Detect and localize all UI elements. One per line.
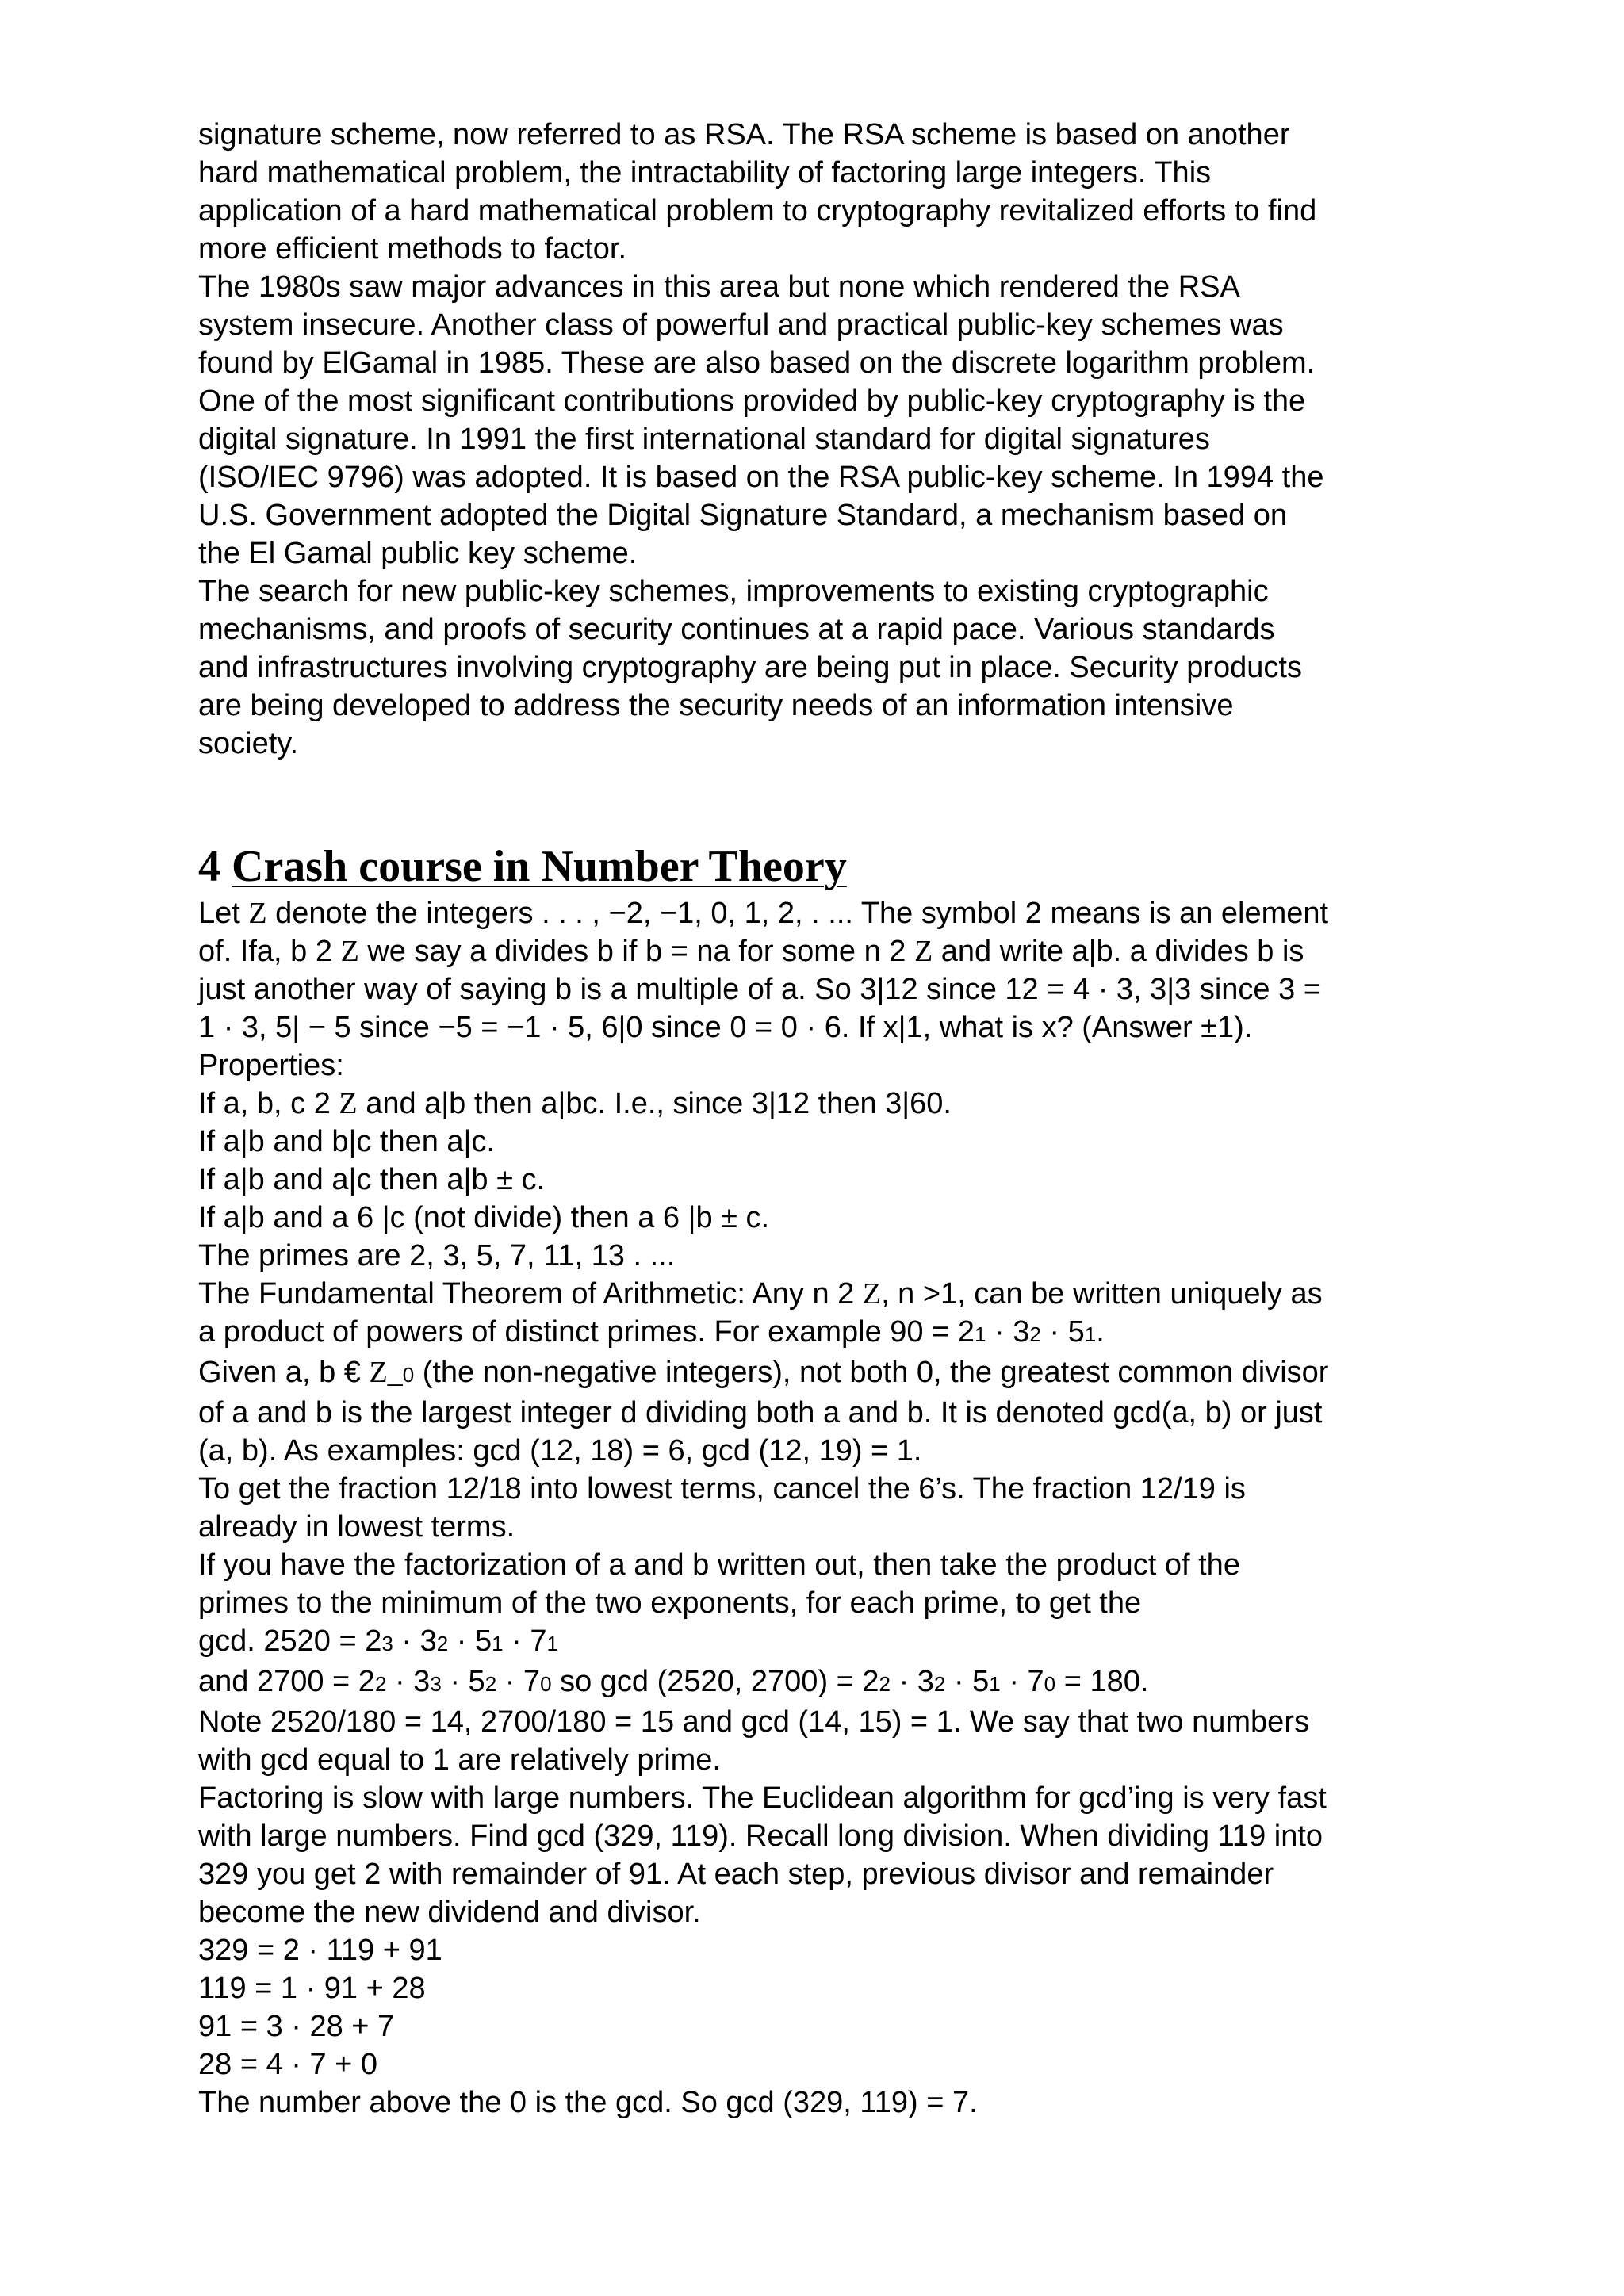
nonneg-integers-symbol: Z_ — [369, 1356, 403, 1389]
paragraph-line: signature scheme, now referred to as RSA. The RSA scheme is based on another — [198, 118, 1290, 151]
paragraph-line: application of a hard mathematical problem to cryptography revitalized efforts to find — [198, 194, 1317, 228]
body-line: and 2700 = 22 · 33 · 52 · 70 so gcd (2520, 2700) = 22 · 32 · 51 · 70 = 180. — [198, 1665, 1149, 1698]
integers-symbol: Z — [914, 935, 933, 968]
body-line: already in lowest terms. — [198, 1510, 515, 1544]
body-line: Given a, b € Z_0 (the non-negative integers), not both 0, the greatest common divisor — [198, 1356, 1329, 1389]
section-body — [198, 894, 1435, 2122]
body-line: If a|b and a|c then a|b ± c. — [198, 1163, 546, 1196]
paragraph-line: society. — [198, 727, 299, 760]
section-spacer — [198, 763, 1435, 836]
body-line: a product of powers of distinct primes. For example 90 = 21 · 32 · 51. — [198, 1315, 1105, 1349]
equation-line: 329 = 2 · 119 + 91 — [198, 1934, 442, 1967]
paragraph-line: hard mathematical problem, the intractability of factoring large integers. This — [198, 156, 1212, 189]
body-line: of a and b is the largest integer d dividing both a and b. It is denoted gcd(a, b) or just — [198, 1396, 1323, 1429]
paragraph-line: One of the most significant contributions provided by public-key cryptography is the — [198, 385, 1306, 418]
paragraph-line: more efficient methods to factor. — [198, 232, 627, 266]
body-line: Factoring is slow with large numbers. The Euclidean algorithm for gcd’ing is very fast — [198, 1781, 1327, 1815]
body-line: gcd. 2520 = 23 · 32 · 51 · 71 — [198, 1624, 558, 1658]
body-line: just another way of saying b is a multiple of a. So 3|12 since 12 = 4 · 3, 3|3 since 3 = — [198, 973, 1322, 1006]
equation-line: 28 = 4 · 7 + 0 — [198, 2048, 378, 2081]
body-line: (a, b). As examples: gcd (12, 18) = 6, gcd (12, 19) = 1. — [198, 1434, 922, 1468]
paragraph-line: digital signature. In 1991 the first international standard for digital signatures — [198, 423, 1210, 456]
document-page — [198, 116, 1435, 2122]
intro-section — [198, 116, 1435, 763]
paragraph-line: found by ElGamal in 1985. These are also based on the discrete logarithm problem. — [198, 346, 1316, 380]
body-line: If a|b and a 6 |c (not divide) then a 6 |b ± c. — [198, 1201, 770, 1234]
paragraph-line: the El Gamal public key scheme. — [198, 537, 638, 570]
integers-symbol: Z — [339, 1087, 358, 1120]
body-line: If a, b, c 2 Z and a|b then a|bc. I.e., since 3|12 then 3|60. — [198, 1087, 952, 1120]
paragraph-line: system insecure. Another class of powerful and practical public-key schemes was — [198, 308, 1284, 342]
body-line: 329 you get 2 with remainder of 91. At each step, previous divisor and remainder — [198, 1858, 1274, 1891]
integers-symbol: Z — [340, 935, 359, 968]
body-line: Properties: — [198, 1049, 344, 1082]
section-number: 4 — [198, 842, 220, 891]
paragraph-line: (ISO/IEC 9796) was adopted. It is based on the RSA public-key scheme. In 1994 the — [198, 461, 1324, 494]
body-line: become the new dividend and divisor. — [198, 1896, 701, 1929]
body-line: The primes are 2, 3, 5, 7, 11, 13 . ... — [198, 1239, 676, 1272]
section-heading — [198, 839, 1435, 894]
body-line: The number above the 0 is the gcd. So gcd (329, 119) = 7. — [198, 2086, 978, 2119]
body-line: If you have the factorization of a and b written out, then take the product of the — [198, 1548, 1240, 1582]
section-title: Crash course in Number Theory — [232, 842, 847, 891]
integers-symbol: Z — [862, 1277, 882, 1311]
body-line: 1 · 3, 5| − 5 since −5 = −1 · 5, 6|0 since 0 = 0 · 6. If x|1, what is x? (Answer ±1). — [198, 1011, 1253, 1044]
body-line: To get the fraction 12/18 into lowest terms, cancel the 6’s. The fraction 12/19 is — [198, 1472, 1246, 1506]
paragraph-line: The search for new public-key schemes, improvements to existing cryptographic — [198, 575, 1269, 608]
paragraph-line: U.S. Government adopted the Digital Signature Standard, a mechanism based on — [198, 499, 1288, 532]
paragraph-line: The 1980s saw major advances in this area but none which rendered the RSA — [198, 270, 1240, 304]
paragraph-line: and infrastructures involving cryptography are being put in place. Security products — [198, 651, 1302, 684]
integers-symbol: Z — [248, 897, 267, 930]
body-line: If a|b and b|c then a|c. — [198, 1125, 495, 1158]
body-line: Note 2520/180 = 14, 2700/180 = 15 and gcd (14, 15) = 1. We say that two numbers — [198, 1705, 1309, 1739]
body-line: with gcd equal to 1 are relatively prime. — [198, 1743, 721, 1777]
body-line: with large numbers. Find gcd (329, 119). Recall long division. When dividing 119 into — [198, 1820, 1323, 1853]
body-line: primes to the minimum of the two exponents, for each prime, to get the — [198, 1586, 1142, 1620]
body-line: The Fundamental Theorem of Arithmetic: Any n 2 Z, n >1, can be written uniquely as — [198, 1277, 1323, 1311]
body-line: of. Ifa, b 2 Z we say a divides b if b = na for some n 2 Z and write a|b. a divides b is — [198, 935, 1304, 968]
equation-line: 119 = 1 · 91 + 28 — [198, 1972, 426, 2005]
paragraph-line: mechanisms, and proofs of security continues at a rapid pace. Various standards — [198, 613, 1275, 646]
body-line: Let Z denote the integers . . . , −2, −1, 0, 1, 2, . ... The symbol 2 means is an element — [198, 897, 1329, 930]
equation-line: 91 = 3 · 28 + 7 — [198, 2010, 395, 2043]
paragraph-line: are being developed to address the security needs of an information intensive — [198, 689, 1234, 722]
